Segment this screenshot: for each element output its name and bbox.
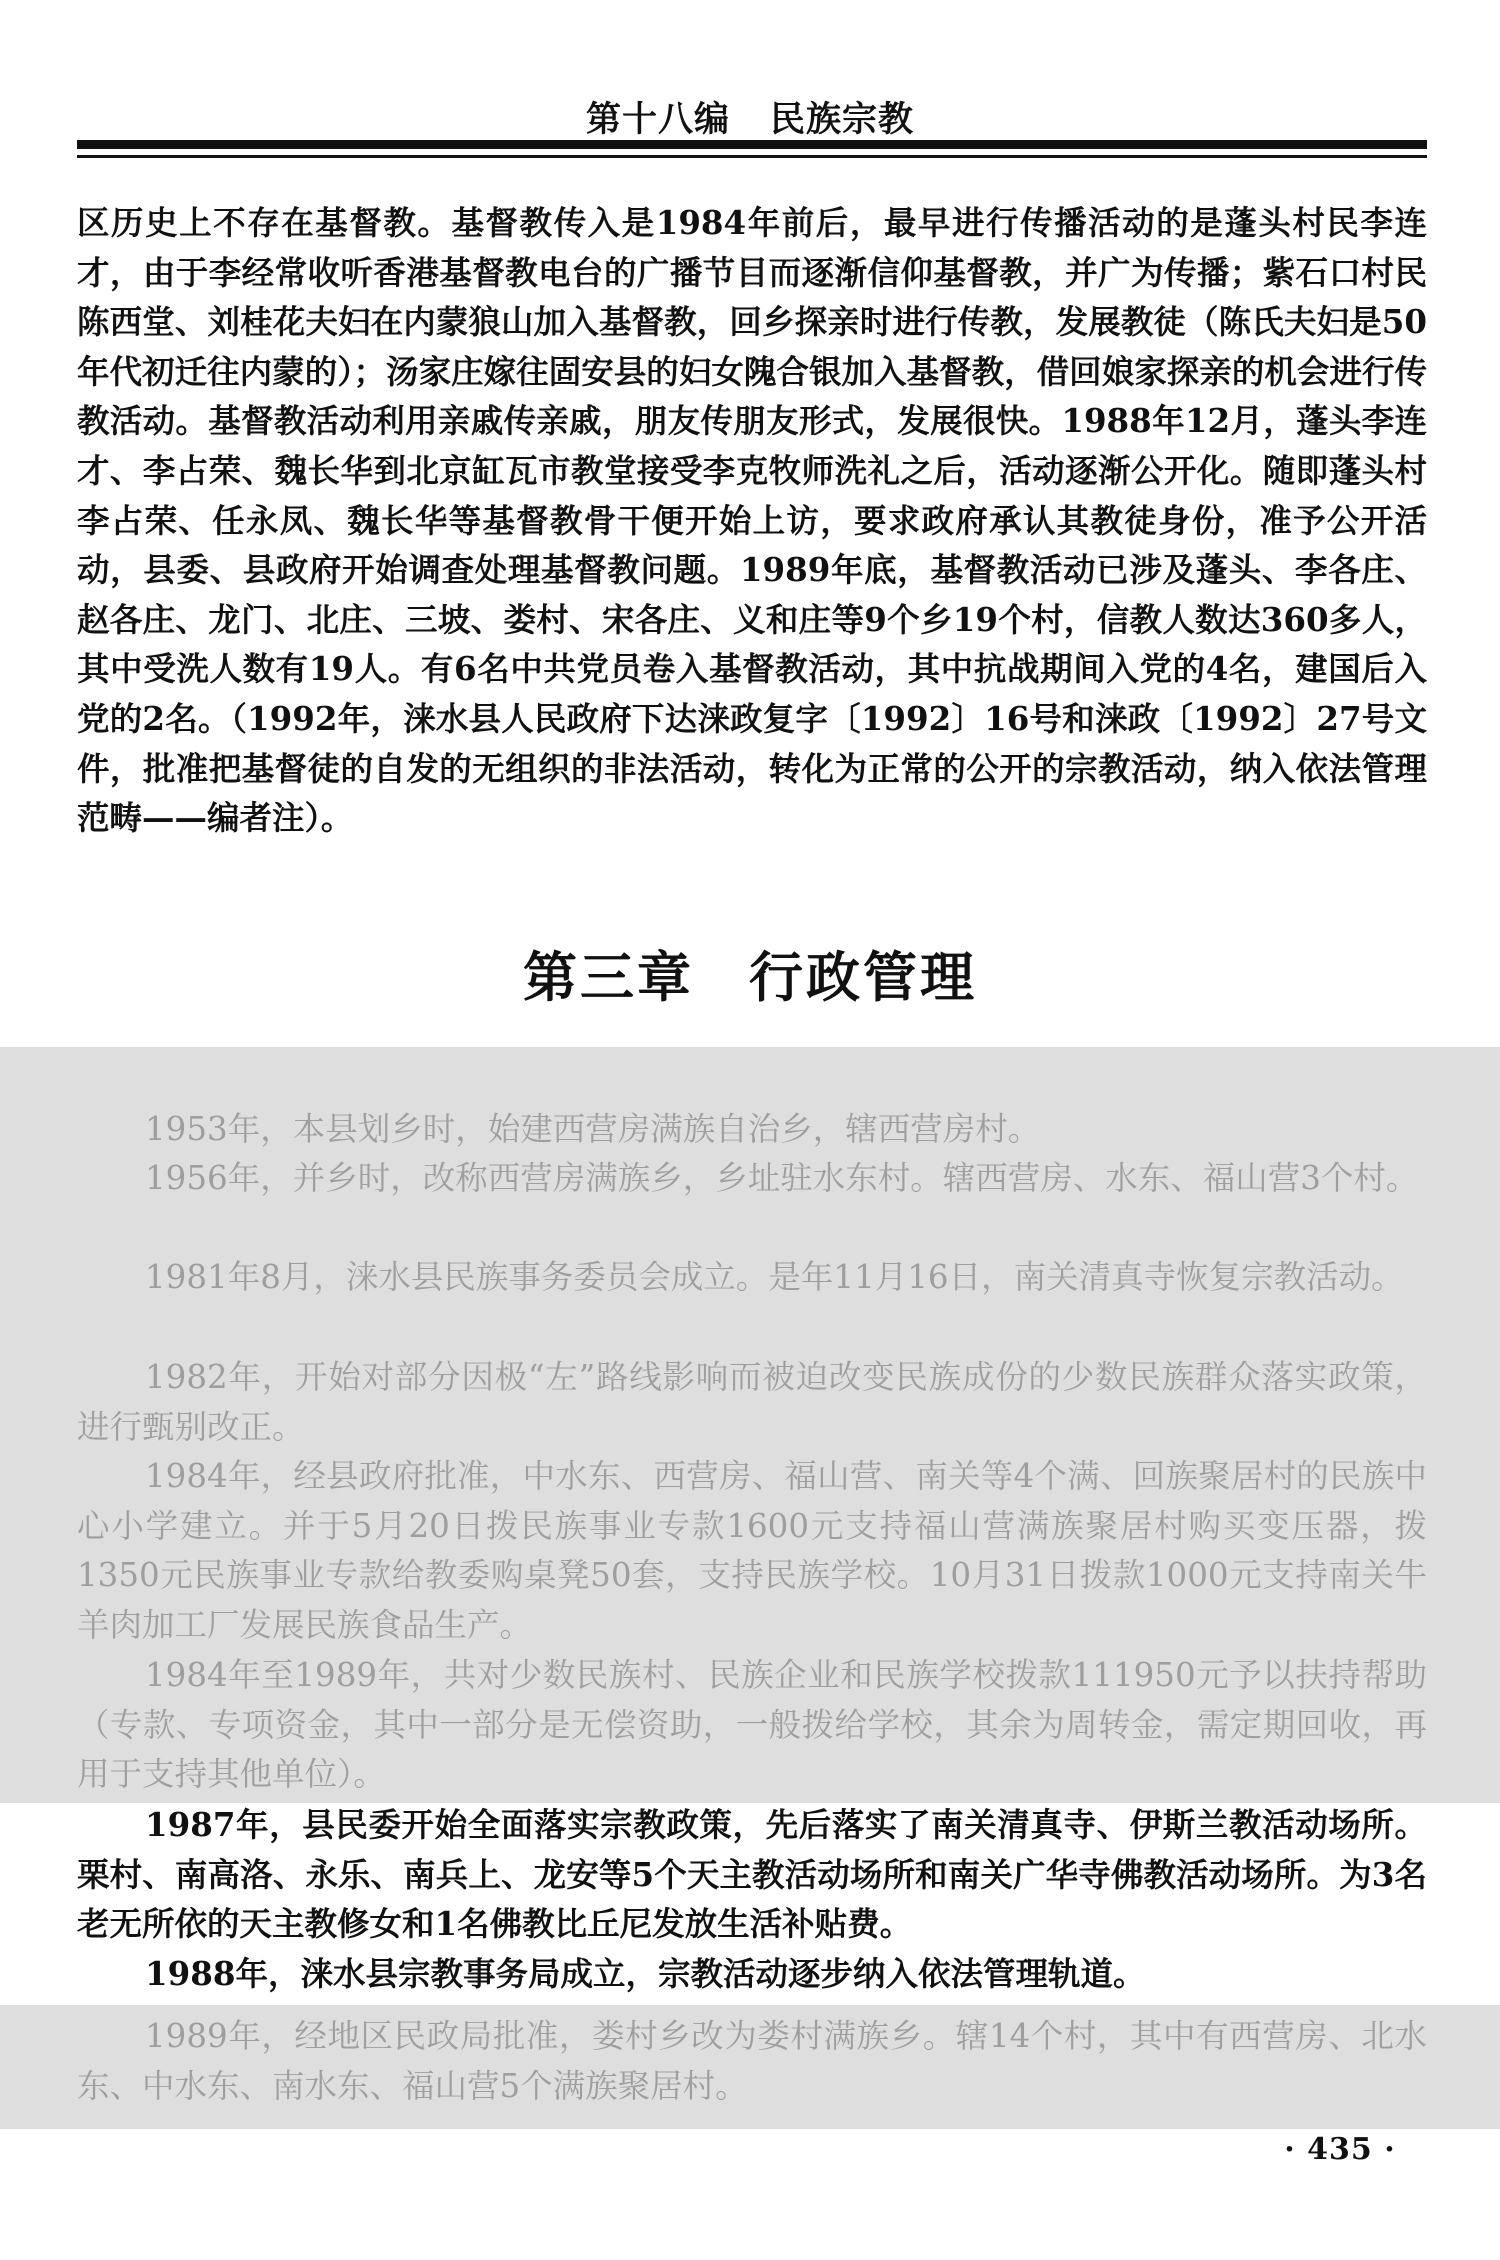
entry-text: 1982年，开始对部分因极“左”路线影响而被迫改变民族成份的少数民族群众落实政策，进行甄别改正。: [77, 1358, 1427, 1446]
running-header: [0, 92, 1500, 142]
entry-paragraph: [77, 1452, 1427, 1650]
entry-paragraph: [77, 2012, 1427, 2111]
chapter-number: 第三章: [523, 945, 694, 1009]
entry-text: 1956年，并乡时，改称西营房满族乡，乡址驻水东村。辖西营房、水东、福山营3个村。: [145, 1159, 1419, 1197]
header-rule-thin: [77, 155, 1427, 158]
entry-text: 1988年，涞水县宗教事务局成立，宗教活动逐步纳入依法管理轨道。: [145, 1954, 1146, 1993]
entry-text: 1984年至1989年，共对少数民族村、民族企业和民族学校拨款111950元予以扶持帮助（专款、专项资金，其中一部分是无偿资助，一般拨给学校，其余为周转金，需定期回收，再用于支持其他单位）。: [77, 1656, 1427, 1794]
entry-paragraph: [77, 1253, 1427, 1303]
header-rule-thick: [77, 140, 1427, 149]
entry-paragraph: [77, 1651, 1427, 1800]
entry-paragraph: [77, 1949, 1427, 1999]
entry-text: 1989年，经地区民政局批准，娄村乡改为娄村满族乡。辖14个村，其中有西营房、北水东、中水东、南水东、福山营5个满族聚居村。: [77, 2017, 1427, 2105]
entry-text: 1987年，县民委开始全面落实宗教政策，先后落实了南关清真寺、伊斯兰教活动场所。栗村、南高洛、永乐、南兵上、龙安等5个天主教活动场所和南关广华寺佛教活动场所。为3名老无所依的天主教修女和1名佛教比丘尼发放生活补贴费。: [77, 1805, 1427, 1944]
entry-text: 1981年8月，涞水县民族事务委员会成立。是年11月16日，南关清真寺恢复宗教活动。: [145, 1258, 1404, 1296]
chapter-heading: [0, 935, 1500, 1012]
entry-paragraph: [77, 1353, 1427, 1452]
page-number: · 435 ·: [1284, 2132, 1396, 2167]
entry-paragraph: [77, 1800, 1427, 1949]
entry-paragraph: [77, 1154, 1427, 1204]
chapter-title: 行政管理: [749, 945, 977, 1009]
entry-paragraph: [77, 1105, 1427, 1155]
entry-text: 1953年，本县划乡时，始建西营房满族自治乡，辖西营房村。: [145, 1110, 1041, 1148]
section-title: 民族宗教: [770, 100, 915, 140]
part-label: 第十八编: [585, 100, 730, 140]
entry-text: 1984年，经县政府批准，中水东、西营房、福山营、南关等4个满、回族聚居村的民族中心小学建立。并于5月20日拨民族事业专款1600元支持福山营满族聚居村购买变压器，拨1350元民族事业专款给教委购桌凳50套，支持民族学校。10月31日拨款1000元支持南关牛羊肉加工厂发展民族食品生产。: [77, 1457, 1427, 1644]
intro-paragraph: 区历史上不存在基督教。基督教传入是1984年前后，最早进行传播活动的是蓬头村民李连才，由于李经常收听香港基督教电台的广播节目而逐渐信仰基督教，并广为传播；紫石口村民陈西堂、刘桂花夫妇在内蒙狼山加入基督教，回乡探亲时进行传教，发展教徒（陈氏夫妇是50年代初迁往内蒙的）；汤家庄嫁往固安县的妇女隗合银加入基督教，借回娘家探亲的机会进行传教活动。基督教活动利用亲戚传亲戚，朋友传朋友形式，发展很快。1988年12月，蓬头李连才、李占荣、魏长华到北京缸瓦市教堂接受李克牧师洗礼之后，活动逐渐公开化。随即蓬头村李占荣、任永凤、魏长华等基督教骨干便开始上访，要求政府承认其教徒身份，准予公开活动，县委、县政府开始调查处理基督教问题。1989年底，基督教活动已涉及蓬头、李各庄、赵各庄、龙门、北庄、三坡、娄村、宋各庄、义和庄等9个乡19个村，信教人数达360多人，其中受洗人数有19人。有6名中共党员卷入基督教活动，其中抗战期间入党的4名，建国后入党的2名。（1992年，涞水县人民政府下达涞政复字〔1992〕16号和涞政〔1992〕27号文件，批准把基督徒的自发的无组织的非法活动，转化为正常的公开的宗教活动，纳入依法管理范畴——编者注）。: [77, 203, 1427, 838]
